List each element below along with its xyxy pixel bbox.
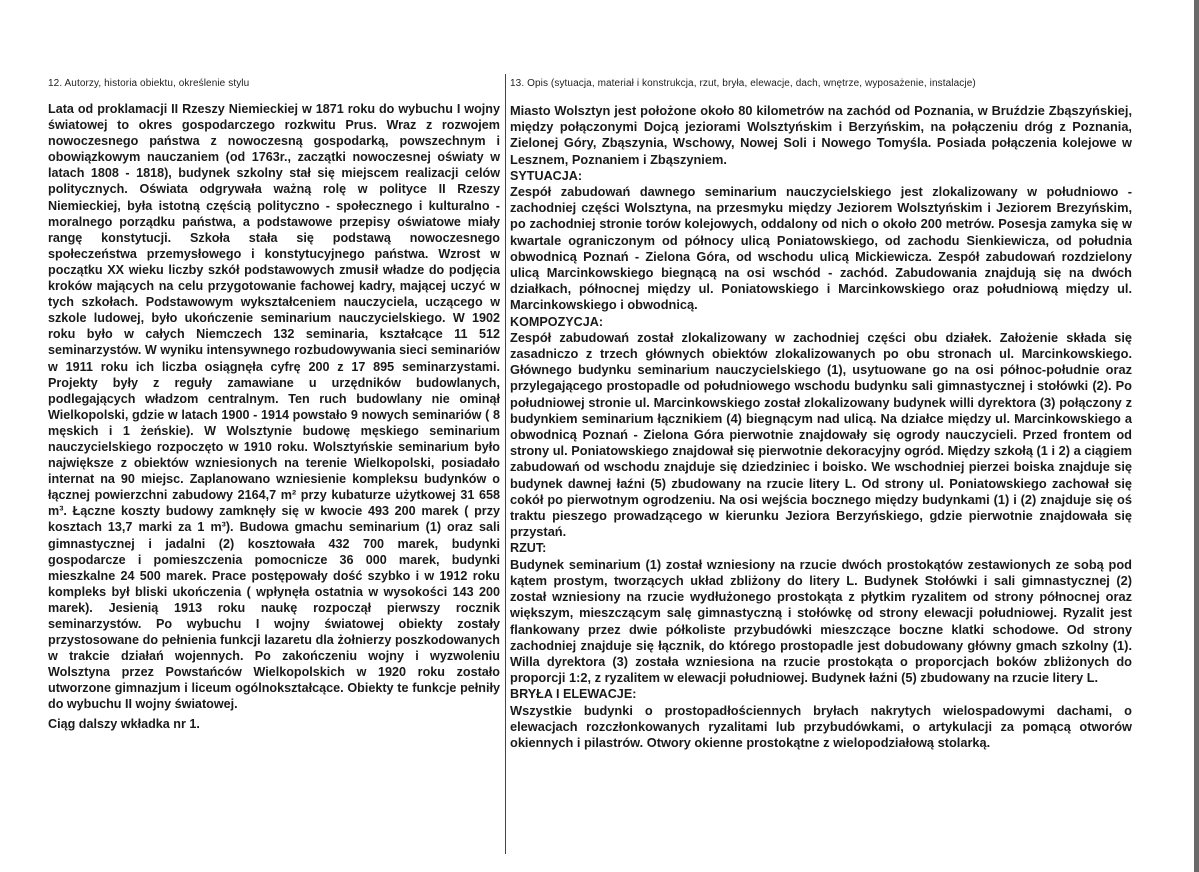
rzut-heading: RZUT: — [510, 541, 547, 556]
continuation-note: Ciąg dalszy wkładka nr 1. — [48, 716, 200, 731]
bryla-elewacje-paragraph: Wszystkie budynki o prostopadłościennych bryłach nakrytych wielospadowymi dachami, o elewacjach rozczłonkowanych ryzalitami lub przybudówkami, o artykulacji za pomącą otworów okiennych i pilastrów. Otwory okienne prostokątne z wielopodziałową stolarką. — [510, 702, 1132, 750]
left-column — [48, 78, 500, 732]
kompozycja-paragraph: Zespół zabudowań został zlokalizowany w zachodniej części obu działek. Założenie składa się zasadniczo z trzech głównych obiektów zlokalizowanych po obu stronach ul. Marcinkowskiego. Głównego budynku seminarium nauczycielskiego (1), usytuowane go na osi północ-południe oraz przylegającego prostopadle od południowego wschodu budynku sali gimnastycznej i stołówki (2). Po południowej stronie ul. Marcinkowskiego został zlokalizowany budynek willi dyrektora (3) połączony z budynkiem seminarium łącznikiem (4) biegnącym nad ulicą. Na działce między ul. Marcinkowskiego a obwodnicą Poznań - Zielona Góra pierwotnie znajdowały się ogrody nauczycieli. Przed frontem od strony ul. Poniatowskiego znajdował się pierwotnie dekoracyjny ogród. Między szkołą (1 i 2) a ciągiem zabudowań od wschodu znajduje się dziedziniec i boisko. We wschodniej pierzei boiska znajduje się budynek dawnej łaźni (5) zbudowany na rzucie litery L. Od strony ul. Poniatowskiego zachował się cokół po pierwotnym ogrodzeniu. Na osi wejścia bocznego między budynkami (1) i (2) znajduje się oś traktu pieszego prowadzącego w kierunku Jeziora Berzyńskiego, gdzie pierwotnie znajdowała się przystań. — [510, 329, 1132, 540]
page-edge-border — [1194, 0, 1199, 872]
bryla-elewacje-heading: BRYŁA I ELEWACJE: — [510, 687, 637, 702]
sytuacja-heading: SYTUACJA: — [510, 168, 583, 183]
rzut-paragraph: Budynek seminarium (1) został wzniesiony na rzucie dwóch prostokątów zestawionych ze sobą pod kątem prostym, tworzących układ zbliżony do litery L. Budynek Stołówki i sali gimnastycznej (2) został wzniesiony na rzucie wydłużonego prostokąta z płytkim ryzalitem od strony północnej oraz większym, mieszczącym salę gimnastyczną i stołówkę od strony elewacji południowej. Ryzalit jest flankowany przez dwie półkoliste przybudówki mieszczące boczne klatki schodowe. Od strony zachodniej znajduje się łącznik, do którego prostopadle jest dobudowany główny gmach szkolny (1). Willa dyrektora (3) została wzniesiona na rzucie prostokąta o proporcjach boków zbliżonych do proporcji 1:2, z ryzalitem w elewacji południowej. Budynek łaźni (5) zbudowany na rzucie litery L. — [510, 556, 1132, 686]
right-column — [510, 78, 1132, 751]
intro-paragraph: Miasto Wolsztyn jest położone około 80 kilometrów na zachód od Poznania, w Bruździe Zbąszyńskiej, między połączonymi Dojcą jeziorami Wolsztyńskim i Berzyńskim, na połączeniu dróg z Poznania, Zielonej Góry, Zbąszynia, Wschowy, Nowej Soli i Nowego Tomyśla. Posiada połączenia kolejowe w Lesznem, Poznaniem i Zbąszyniem. — [510, 103, 1132, 167]
history-paragraph: Lata od proklamacji II Rzeszy Niemieckiej w 1871 roku do wybuchu I wojny światowej to okres gospodarczego rozkwitu Prus. Wraz z rozwojem nowoczesnego państwa z nowoczesną gospodarką, powszechnym i obowiązkowym nauczaniem (od 1763r., zaczątki nowoczesnej oświaty w latach 1808 - 1818), budynek szkolny stał się miejscem realizacji celów politycznych. Oświata odgrywała ważną rolę w polityce II Rzeszy Niemieckiej, była istotną częścią polityczno - społecznego i kulturalno - moralnego porządku państwa, a podstawowe przepisy oświatowe miały rangę konstytucji. Szkoła stała się podstawą nowoczesnego społeczeństwa przemysłowego i konstytucyjnego państwa. Wzrost w początku XX wieku liczby szkół podstawowych zmusił władze do podjęcia kroków mających na celu przygotowanie fachowej kadry, mającej uczyć w tych szkołach. Podstawowym wykształceniem nauczyciela, uczącego w szkole ludowej, było ukończenie seminarium nauczycielskiego. W 1902 roku było w całych Niemczech 132 seminaria, kształcące 11 512 seminarzystów. W wyniku intensywnego rozbudowywania sieci seminariów w 1911 roku ich liczba osiągnęła cyfrę 200 z 17 895 seminarzystami. Projekty były z reguły zamawiane u urzędników budowlanych, podlegających władzom centralnym. Ten ruch budowlany nie ominął Wielkopolski, gdzie w latach 1900 - 1914 powstało 9 nowych seminariów ( 8 męskich i 1 żeńskie). W Wolsztynie budowę męskiego seminarium nauczycielskiego rozpoczęto w 1910 roku. Wolsztyńskie seminarium było największe z obiektów wzniesionych na terenie Wielkopolski, posiadało internat na 90 miejsc. Zaplanowano wzniesienie kompleksu budynków o łącznej powierzchni zabudowy 2164,7 m² przy kubaturze użytkowej 31 658 m³. Łączne koszty budowy zamknęły się w kwocie 493 200 marek ( przy kosztach 13,7 marki za 1 m³). Budowa gmachu seminarium (1) oraz sali gimnastycznej i jadalni (2) kosztowała 432 700 marek, budynki gospodarcze i pomieszczenia pomocnicze 36 000 marek, budynki mieszkalne 24 500 marek. Prace postępowały dość szybko i w 1912 roku kompleks był bliski ukończenia ( wpłynęła ostatnia w wysokości 143 200 marek). Jesienią 1913 roku naukę rozpoczął pierwszy rocznik seminarzystów. Po wybuchu I wojny światowej obiekty zostały przystosowane do pełnienia funkcji lazaretu dla żołnierzy poszkodowanych w trakcie działań wojennych. Po zakończeniu wojny i wyzwoleniu Wolsztyna przez Powstańców Wielkopolskich w 1920 roku zostało utworzone gimnazjum i liceum ogólnokształcące. Obiekty te funkcje pełniły do wybuchu II wojny światowej. — [48, 102, 500, 712]
column-divider — [505, 74, 506, 854]
section-13-heading: 13. Opis (sytuacja, materiał i konstrukcja, rzut, bryła, elewacje, dach, wnętrze, wyposażenie, instalacje) — [510, 78, 976, 89]
section-12-heading: 12. Autorzy, historia obiektu, określenie stylu — [48, 78, 250, 89]
kompozycja-heading: KOMPOZYCJA: — [510, 314, 604, 329]
sytuacja-paragraph: Zespół zabudowań dawnego seminarium nauczycielskiego jest zlokalizowany w południowo - zachodniej części Wolsztyna, na przesmyku między Jeziorem Wolsztyńskim i Jeziorem Brezyńskim, po zachodniej stronie torów kolejowych, oddalony od nich o około 200 metrów. Posesja zamyka się w kwartale ograniczonym od północy ulicą Poniatowskiego, od zachodu Sienkiewicza, od południa obwodnicą Poznań - Zielona Góra, od wschodu ulicą Mickiewicza. Zespół zabudowań rozdzielony ulicą Marcinkowskiego biegnącą na osi wschód - zachód. Zabudowania znajdują się na dwóch działkach, północnej między ul. Poniatowskiego i Marcinkowskiego oraz południową między ul. Marcinkowskiego i obwodnicą. — [510, 184, 1132, 313]
